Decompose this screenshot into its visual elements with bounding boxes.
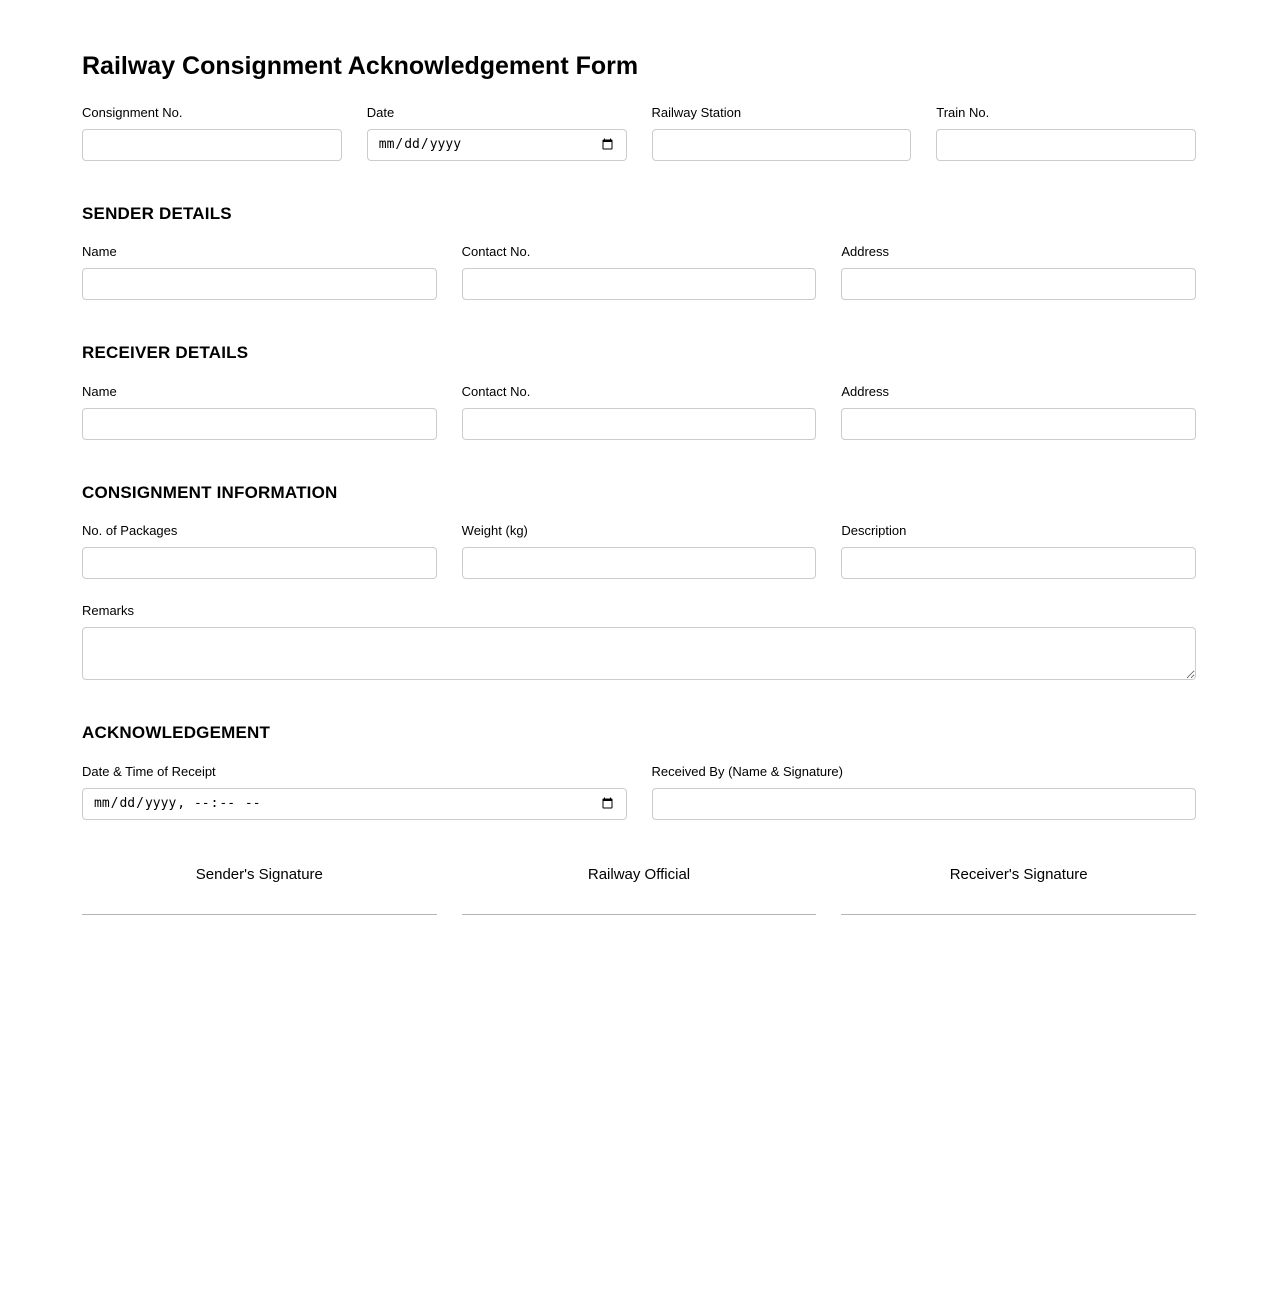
sender-contact-field [462,245,817,300]
signature-row [82,866,1196,915]
remarks-field [82,604,1196,680]
railway-station-label: Railway Station [651,104,742,120]
railway-official-block [462,866,817,915]
packages-field [82,524,437,579]
sender-address-field [841,245,1196,300]
receiver-address-label: Address [841,383,890,399]
receiver-address-input[interactable] [841,408,1196,440]
sender-name-label: Name [82,244,117,260]
receipt-datetime-field [82,765,627,820]
sender-signature-block [82,866,437,915]
received-by-field [652,765,1197,820]
packages-label: No. of Packages [82,523,178,539]
train-no-field [936,106,1196,161]
receipt-datetime-label: Date & Time of Receipt [82,763,216,779]
receiver-name-label: Name [82,383,117,399]
form-container [82,0,1196,915]
receiver-details-heading: RECEIVER DETAILS [82,343,249,363]
sender-details-heading: SENDER DETAILS [82,203,232,223]
railway-official-line [462,914,817,915]
acknowledgement-heading: ACKNOWLEDGEMENT [82,723,271,743]
weight-label: Weight (kg) [461,523,528,539]
packages-input[interactable] [82,547,437,579]
railway-station-input[interactable] [652,129,912,161]
receiver-signature-block [841,866,1196,915]
date-input[interactable] [367,129,627,161]
sender-address-label: Address [841,244,890,260]
sender-details-section [82,204,1196,300]
consignment-no-input[interactable] [82,129,342,161]
sender-signature-line [82,914,437,915]
consignment-information-heading: CONSIGNMENT INFORMATION [82,482,338,502]
railway-station-field [652,106,912,161]
sender-contact-label: Contact No. [461,244,531,260]
sender-address-input[interactable] [841,268,1196,300]
sender-contact-input[interactable] [462,268,817,300]
weight-input[interactable] [462,547,817,579]
received-by-label: Received By (Name & Signature) [651,763,843,779]
received-by-input[interactable] [652,788,1197,820]
sender-fields-row [82,245,1196,300]
form-title: Railway Consignment Acknowledgement Form [82,52,639,80]
receiver-name-field [82,385,437,440]
description-label: Description [841,523,907,539]
sender-name-field [82,245,437,300]
top-fields-row [82,106,1196,161]
receiver-contact-field [462,385,817,440]
date-label: Date [366,104,395,120]
train-no-label: Train No. [936,104,990,120]
receiver-address-field [841,385,1196,440]
receiver-signature-line [841,914,1196,915]
consignment-no-field [82,106,342,161]
remarks-textarea[interactable] [82,627,1196,680]
train-no-input[interactable] [936,129,1196,161]
receipt-datetime-input[interactable] [82,788,627,820]
acknowledgement-section [82,723,1196,819]
receiver-fields-row [82,385,1196,440]
acknowledgement-fields-row [82,765,1196,820]
description-input[interactable] [841,547,1196,579]
date-field [367,106,627,161]
sender-signature-label: Sender's Signature [195,865,323,883]
receiver-details-section [82,343,1196,439]
consignment-information-section [82,483,1196,680]
description-field [841,524,1196,579]
receiver-signature-label: Receiver's Signature [949,865,1088,883]
remarks-label: Remarks [82,603,135,619]
receiver-name-input[interactable] [82,408,437,440]
consignment-no-label: Consignment No. [82,104,183,120]
receiver-contact-label: Contact No. [461,383,531,399]
sender-name-input[interactable] [82,268,437,300]
consignment-fields-row [82,524,1196,579]
railway-official-label: Railway Official [587,865,691,883]
weight-field [462,524,817,579]
receiver-contact-input[interactable] [462,408,817,440]
